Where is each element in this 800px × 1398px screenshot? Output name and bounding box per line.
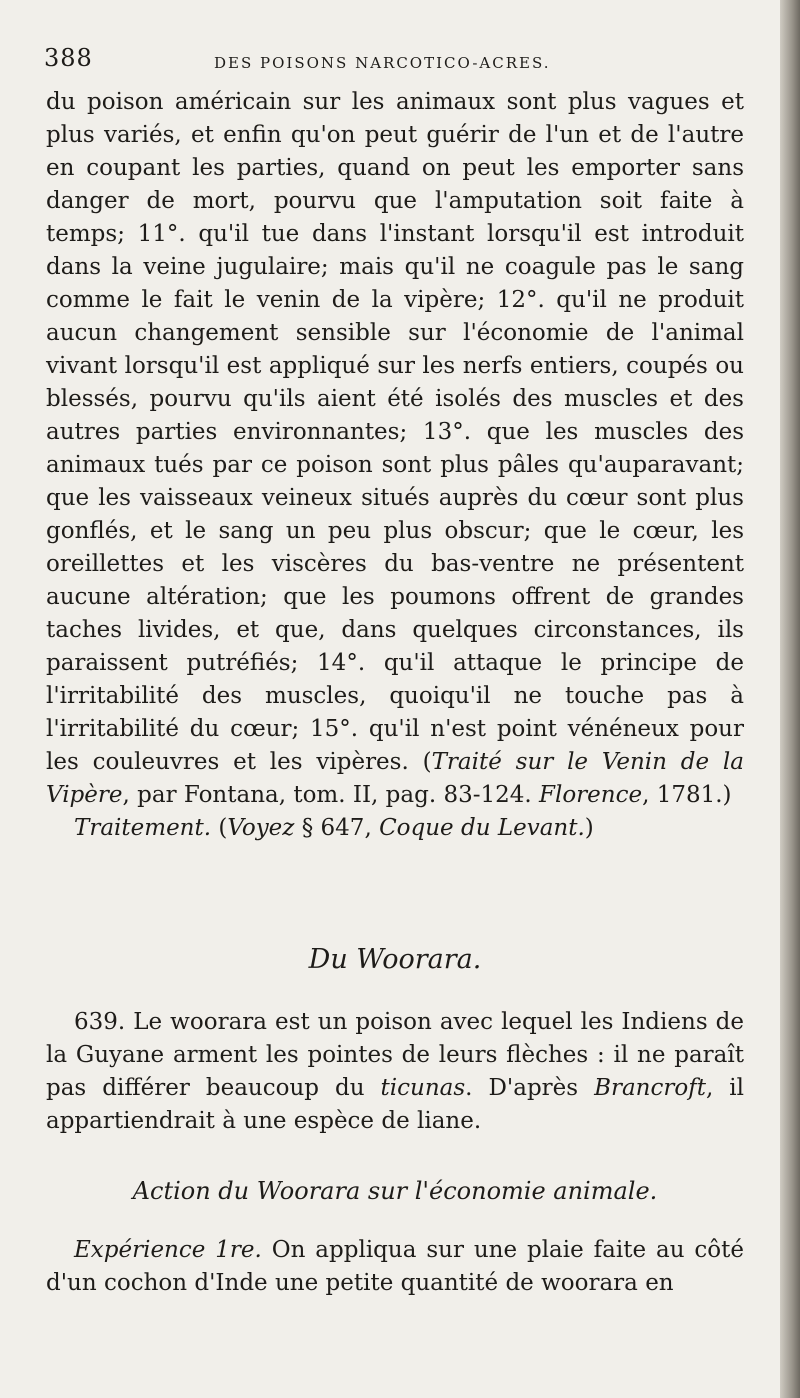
section-heading: Du Woorara. bbox=[308, 944, 482, 975]
page-edge-shadow bbox=[780, 0, 800, 1398]
experience-label: Expérience 1re. bbox=[74, 1237, 262, 1263]
continued-paragraph bbox=[46, 86, 744, 845]
subsection-heading: Action du Woorara sur l'économie animale. bbox=[132, 1177, 658, 1205]
running-head: DES POISONS NARCOTICO-ACRES. bbox=[214, 54, 551, 72]
page-number: 388 bbox=[44, 44, 93, 72]
paragraph-text: du poison américain sur les animaux sont plus vagues et plus variés, et enfin qu'on peut guérir de l'un et de l'autre en coupant les parties, quand on peut les emporter sans danger de mort, pourvu que l'amputation soit faite à temps; 11°. qu'il tue dans l'instant lorsqu'il est introduit dans la veine jugulaire; mais qu'il ne coagule pas le sang comme le fait le venin de la vipère; 12°. qu'il ne produit aucun changement sensible sur l'économie de l'animal vivant lorsqu'il est appliqué sur les nerfs entiers, coupés ou blessés, pourvu qu'ils aient été isolés des muscles et des autres parties environnantes; 13°. que les muscles des animaux tués par ce poison sont plus pâles qu'auparavant; que les vaisseaux veineux situés auprès du cœur sont plus gonflés, et le sang un peu plus obscur; que le cœur, les oreillettes et les viscères du bas-ventre ne présentent aucune altération; que les poumons offrent de grandes taches livides, et que, dans quelques circonstances, ils paraissent putréfiés; 14°. qu'il attaque le principe de l'irritabilité des muscles, quoiqu'il ne touche pas à l'irritabilité du cœur; 15°. qu'il n'est point vénéneux pour les couleuvres et les vipères. (Traité sur le Venin de la Vipère, par Fontana, tom. II, pag. 83-124. Florence, 1781.) bbox=[46, 89, 744, 808]
experience-paragraph: Expérience 1re. On appliqua sur une plaie faite au côté d'un cochon d'Inde une petite quantité de woorara en bbox=[46, 1237, 744, 1296]
citation-title: Traité sur le Venin de la Vipère bbox=[46, 749, 744, 808]
paragraph-639: 639. Le woorara est un poison avec lequel les Indiens de la Guyane arment les pointes de leurs flèches : il ne paraît pas différer beaucoup du ticunas. D'après Brancroft, il appartiendrait à une espèce de liane. bbox=[46, 1009, 745, 1134]
treatment-label: Traitement. bbox=[74, 815, 212, 841]
treatment-line: Traitement. (Voyez § 647, Coque du Levant.) bbox=[74, 815, 594, 841]
citation-city: Florence bbox=[539, 782, 643, 808]
page-header bbox=[44, 44, 744, 84]
